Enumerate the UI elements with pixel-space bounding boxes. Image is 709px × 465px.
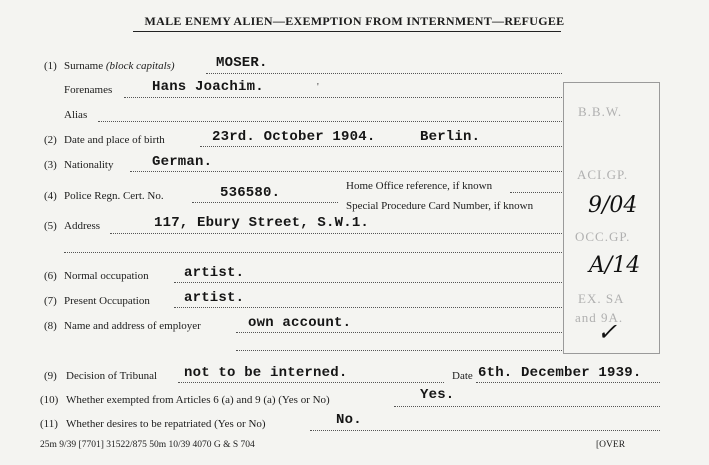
field-num-2: (2)	[44, 134, 57, 146]
spc-label: Special Procedure Card Number, if known	[346, 200, 534, 212]
birth-rule	[200, 146, 562, 147]
field-num-8: (8)	[44, 320, 57, 332]
field-num-7: (7)	[44, 295, 57, 307]
police-value: 536580.	[220, 185, 281, 201]
present-occupation-value: artist.	[184, 290, 245, 306]
forenames-label: Forenames	[64, 84, 113, 96]
exempted-value: Yes.	[420, 387, 455, 403]
stamp-acgp: ACI.GP.	[577, 167, 629, 182]
handwritten-ref-2: A/14	[589, 253, 641, 278]
field-num-4: (4)	[44, 190, 57, 202]
police-label: Police Regn. Cert. No.	[64, 190, 164, 202]
nationality-rule	[130, 171, 562, 172]
handwritten-tick: ✓	[597, 318, 618, 346]
field-num-3: (3)	[44, 159, 57, 171]
address-rule	[110, 233, 562, 234]
card-title: MALE ENEMY ALIEN—EXEMPTION FROM INTERNMENT—REFUGEE	[144, 14, 565, 28]
field-num-9: (9)	[44, 370, 57, 382]
printer-imprint: 25m 9/39 [7701] 31522/875 50m 10/39 4070 G & S 704	[40, 440, 255, 450]
employer-label: Name and address of employer	[64, 320, 201, 332]
field-num-6: (6)	[44, 270, 57, 282]
decision-date-value: 6th. December 1939.	[478, 365, 642, 381]
present-occupation-rule	[174, 307, 562, 308]
repatriated-value: No.	[336, 412, 362, 428]
decision-rule	[178, 382, 444, 383]
field-num-1: (1)	[44, 60, 57, 72]
repatriated-label: Whether desires to be repatriated (Yes or No)	[66, 418, 266, 430]
nationality-label: Nationality	[64, 159, 114, 171]
home-office-rule	[510, 192, 562, 193]
address-value: 117, Ebury Street, S.W.1.	[154, 215, 370, 231]
police-rule	[192, 202, 338, 203]
birth-label: Date and place of birth	[64, 134, 165, 146]
over-mark: [OVER	[596, 440, 626, 450]
surname-value: MOSER.	[216, 55, 268, 71]
field-num-11: (11)	[40, 418, 58, 430]
forenames-value: Hans Joachim.	[152, 79, 264, 95]
stamp-and: and 9A.	[575, 310, 624, 325]
handwritten-ref-1: 9/04	[588, 193, 638, 218]
alias-rule	[98, 121, 562, 122]
exempted-rule	[394, 406, 660, 407]
decision-value: not to be interned.	[184, 365, 348, 381]
address-rule-2	[64, 252, 562, 253]
surname-rule	[206, 73, 562, 74]
decision-date-label: Date	[452, 370, 473, 382]
title-underline	[133, 31, 561, 32]
normal-occupation-label: Normal occupation	[64, 270, 149, 282]
employer-rule	[236, 332, 562, 333]
birth-date-value: 23rd. October 1904.	[212, 129, 376, 145]
exempted-label: Whether exempted from Articles 6 (a) and 9 (a) (Yes or No)	[66, 394, 330, 406]
decision-label: Decision of Tribunal	[66, 370, 158, 382]
forenames-rule	[124, 97, 562, 98]
stamp-ex: EX. SA	[578, 291, 625, 306]
employer-value: own account.	[248, 315, 352, 331]
normal-occupation-rule	[174, 282, 562, 283]
address-label: Address	[64, 220, 101, 232]
stamp-occgp: OCC.GP.	[575, 229, 631, 244]
decision-date-rule	[476, 382, 660, 383]
normal-occupation-value: artist.	[184, 265, 245, 281]
stamp-bbw: B.B.W.	[578, 104, 623, 119]
surname-label: Surname (block capitals)	[64, 60, 175, 72]
present-occupation-label: Present Occupation	[64, 295, 150, 307]
birth-place-value: Berlin.	[420, 129, 481, 145]
alias-label: Alias	[64, 109, 88, 121]
nationality-value: German.	[152, 154, 213, 170]
field-num-10: (10)	[40, 394, 59, 406]
home-office-label: Home Office reference, if known	[346, 180, 493, 192]
field-num-5: (5)	[44, 220, 57, 232]
employer-rule-2	[236, 350, 562, 351]
stray-mark: '	[317, 82, 319, 93]
repatriated-rule	[310, 430, 660, 431]
